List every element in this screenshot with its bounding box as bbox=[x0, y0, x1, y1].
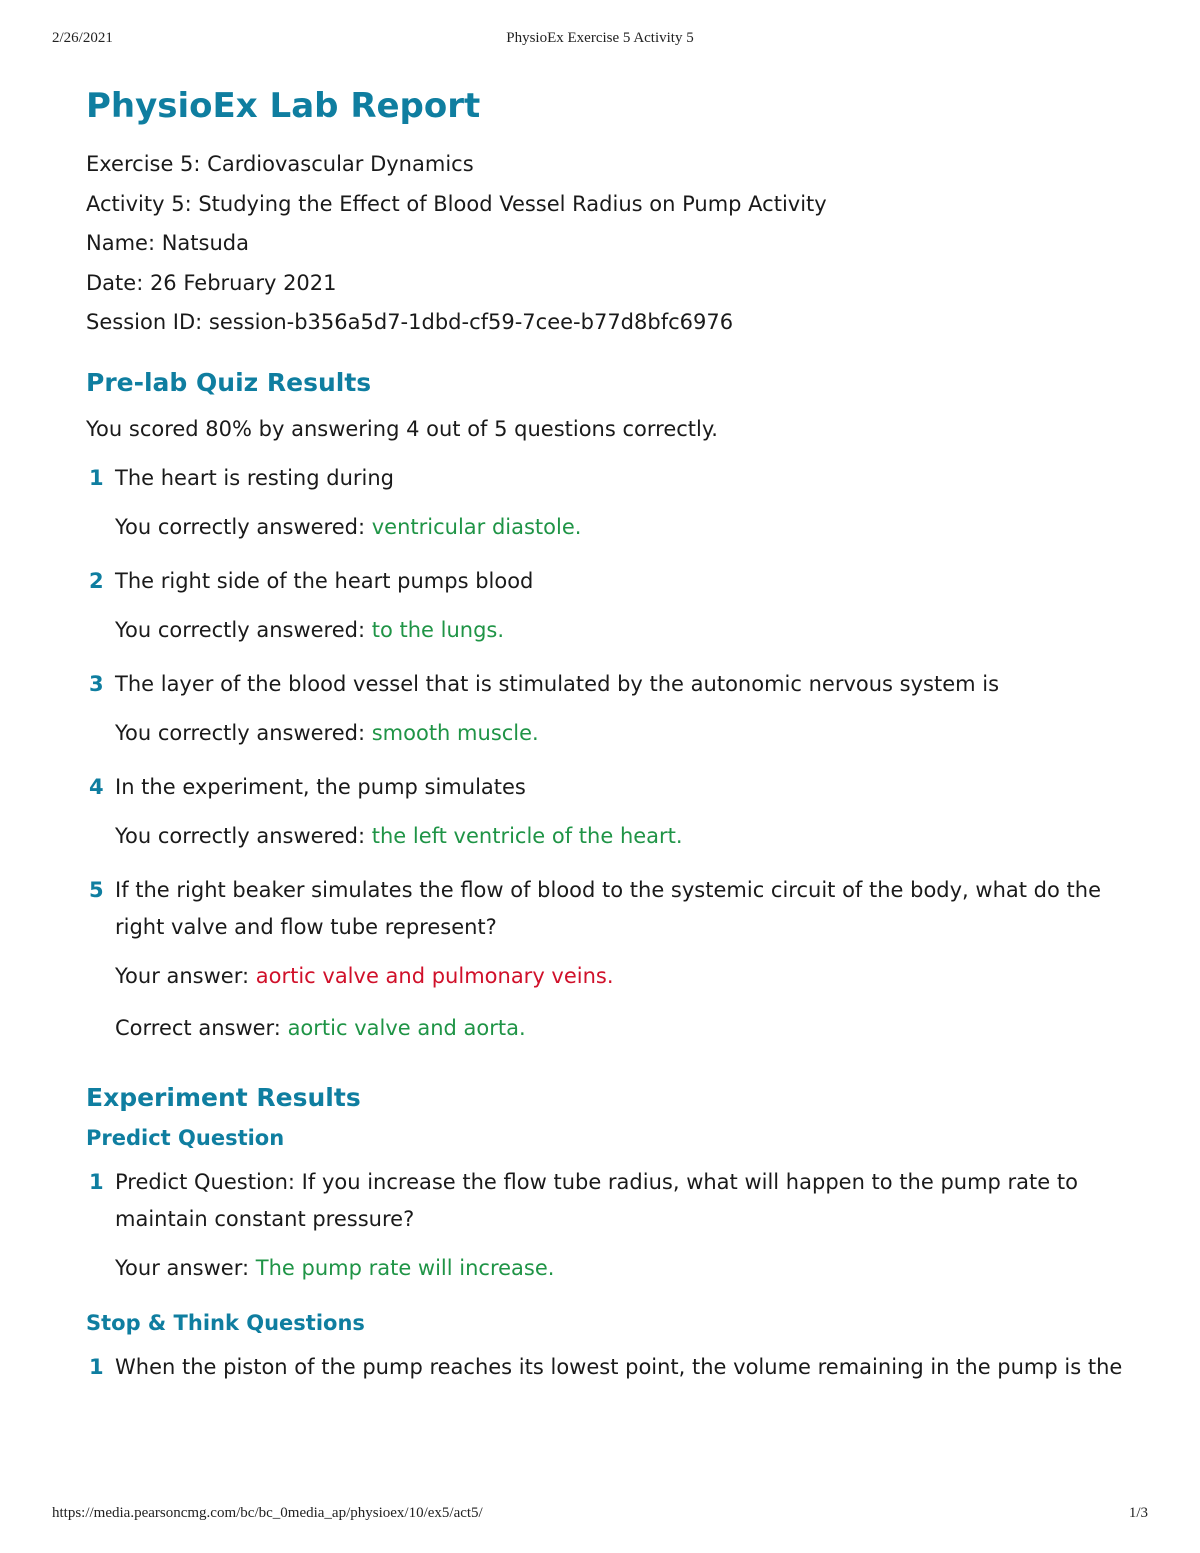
question-number: 1 bbox=[89, 1355, 104, 1379]
question-text: When the piston of the pump reaches its lowest point, the volume remaining in the pump is the bbox=[115, 1355, 1123, 1379]
correct-answer-text: smooth muscle. bbox=[371, 721, 539, 745]
quiz-question-4 bbox=[86, 769, 1126, 806]
answer-text: The pump rate will increase. bbox=[255, 1256, 555, 1280]
quiz-answer-3 bbox=[86, 719, 1126, 747]
quiz-question-5 bbox=[86, 872, 1126, 946]
wrong-answer-text: aortic valve and pulmonary veins. bbox=[255, 964, 614, 988]
question-text: The right side of the heart pumps blood bbox=[115, 569, 534, 593]
predict-answer-1 bbox=[86, 1254, 1126, 1282]
print-title: PhysioEx Exercise 5 Activity 5 bbox=[506, 30, 694, 46]
answer-label: You correctly answered: bbox=[115, 721, 372, 745]
quiz-question-1 bbox=[86, 460, 1126, 497]
prelab-heading: Pre-lab Quiz Results bbox=[86, 368, 372, 397]
report-content bbox=[86, 84, 1126, 1386]
name-line: Name: Natsuda bbox=[86, 231, 249, 255]
answer-label: Correct answer: bbox=[115, 1016, 288, 1040]
correct-answer-text: aortic valve and aorta. bbox=[287, 1016, 526, 1040]
report-title: PhysioEx Lab Report bbox=[86, 86, 481, 126]
question-number: 2 bbox=[89, 569, 104, 593]
correct-answer-text: to the lungs. bbox=[371, 618, 505, 642]
exercise-line: Exercise 5: Cardiovascular Dynamics bbox=[86, 152, 474, 176]
quiz-answer-1 bbox=[86, 513, 1126, 541]
print-date: 2/26/2021 bbox=[52, 30, 113, 46]
question-number: 1 bbox=[89, 466, 104, 490]
question-number: 3 bbox=[89, 672, 104, 696]
print-url: https://media.pearsoncmg.com/bc/bc_0media_ap/physioex/10/ex5/act5/ bbox=[52, 1505, 483, 1521]
question-text: In the experiment, the pump simulates bbox=[115, 775, 526, 799]
predict-question-1 bbox=[86, 1164, 1126, 1238]
correct-answer-text: ventricular diastole. bbox=[371, 515, 582, 539]
date-line: Date: 26 February 2021 bbox=[86, 270, 337, 295]
question-text: Predict Question: If you increase the flow tube radius, what will happen to the pump rate to maintain constant pressure? bbox=[115, 1170, 1078, 1231]
experiment-heading: Experiment Results bbox=[86, 1083, 361, 1112]
answer-label: Your answer: bbox=[115, 1256, 256, 1280]
question-text: If the right beaker simulates the flow of blood to the systemic circuit of the body, what do the right valve and flow tube represent? bbox=[115, 878, 1101, 939]
answer-label: You correctly answered: bbox=[115, 824, 372, 848]
prelab-score: You scored 80% by answering 4 out of 5 questions correctly. bbox=[86, 417, 718, 441]
question-text: The layer of the blood vessel that is stimulated by the autonomic nervous system is bbox=[115, 672, 1000, 696]
answer-label: Your answer: bbox=[115, 964, 256, 988]
question-number: 5 bbox=[89, 878, 104, 902]
answer-label: You correctly answered: bbox=[115, 515, 372, 539]
activity-line: Activity 5: Studying the Effect of Blood Vessel Radius on Pump Activity bbox=[86, 191, 827, 216]
quiz-question-3 bbox=[86, 666, 1126, 703]
quiz-answer-4 bbox=[86, 822, 1126, 850]
correct-answer-text: the left ventricle of the heart. bbox=[371, 824, 683, 848]
quiz-correct-answer-5 bbox=[86, 1014, 1126, 1042]
print-page-number: 1/3 bbox=[1128, 1505, 1148, 1521]
stop-think-heading: Stop & Think Questions bbox=[86, 1311, 365, 1335]
predict-heading: Predict Question bbox=[86, 1126, 285, 1150]
answer-label: You correctly answered: bbox=[115, 618, 372, 642]
question-number: 4 bbox=[89, 775, 104, 799]
stop-think-question-1 bbox=[86, 1349, 1126, 1386]
quiz-your-answer-5 bbox=[86, 962, 1126, 990]
quiz-question-2 bbox=[86, 563, 1126, 600]
quiz-answer-2 bbox=[86, 616, 1126, 644]
question-text: The heart is resting during bbox=[115, 466, 394, 490]
question-number: 1 bbox=[89, 1170, 104, 1194]
session-line: Session ID: session-b356a5d7-1dbd-cf59-7cee-b77d8bfc6976 bbox=[86, 310, 734, 334]
